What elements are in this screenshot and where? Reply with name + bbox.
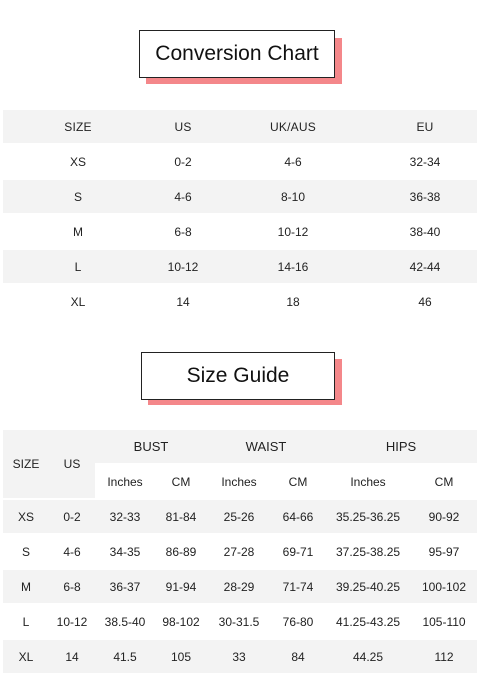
cell: 0-2 bbox=[49, 499, 95, 534]
cell: 0-2 bbox=[153, 144, 213, 179]
cell: 84 bbox=[271, 639, 325, 674]
cell: 10-12 bbox=[213, 214, 373, 249]
cell: 4-6 bbox=[153, 179, 213, 214]
cell: 90-92 bbox=[411, 499, 477, 534]
cell: 6-8 bbox=[49, 569, 95, 604]
header-size: SIZE bbox=[3, 110, 153, 144]
header-uk-aus: UK/AUS bbox=[213, 110, 373, 144]
cell: 86-89 bbox=[155, 534, 207, 569]
cell: M bbox=[3, 214, 153, 249]
size-guide-group-header-row bbox=[3, 430, 477, 464]
cell: 14 bbox=[49, 639, 95, 674]
cell: 100-102 bbox=[411, 569, 477, 604]
cell: S bbox=[3, 179, 153, 214]
table-row bbox=[3, 534, 477, 569]
size-guide-title: Size Guide bbox=[141, 352, 335, 400]
cell: 46 bbox=[373, 284, 477, 319]
conversion-header-row bbox=[3, 110, 477, 144]
cell: L bbox=[3, 249, 153, 284]
table-row bbox=[3, 284, 477, 319]
cell: 105 bbox=[155, 639, 207, 674]
cell: 37.25-38.25 bbox=[325, 534, 411, 569]
unit-waist-cm: CM bbox=[271, 464, 325, 499]
cell: 69-71 bbox=[271, 534, 325, 569]
conversion-table bbox=[3, 110, 477, 320]
cell: 14 bbox=[153, 284, 213, 319]
cell: XS bbox=[3, 499, 49, 534]
cell: 64-66 bbox=[271, 499, 325, 534]
cell: 44.25 bbox=[325, 639, 411, 674]
conversion-title: Conversion Chart bbox=[139, 30, 335, 78]
cell: 42-44 bbox=[373, 249, 477, 284]
cell: 27-28 bbox=[207, 534, 271, 569]
cell: 34-35 bbox=[95, 534, 155, 569]
cell: 38.5-40 bbox=[95, 604, 155, 639]
cell: 4-6 bbox=[49, 534, 95, 569]
header-us: US bbox=[153, 110, 213, 144]
cell: 36-38 bbox=[373, 179, 477, 214]
cell: 10-12 bbox=[49, 604, 95, 639]
cell: 32-34 bbox=[373, 144, 477, 179]
cell: 41.5 bbox=[95, 639, 155, 674]
header-bust: BUST bbox=[95, 430, 207, 464]
cell: XS bbox=[3, 144, 153, 179]
cell: M bbox=[3, 569, 49, 604]
table-row bbox=[3, 499, 477, 534]
cell: 35.25-36.25 bbox=[325, 499, 411, 534]
header-eu: EU bbox=[373, 110, 477, 144]
cell: S bbox=[3, 534, 49, 569]
cell: 41.25-43.25 bbox=[325, 604, 411, 639]
cell: 71-74 bbox=[271, 569, 325, 604]
unit-hips-cm: CM bbox=[411, 464, 477, 499]
cell: 28-29 bbox=[207, 569, 271, 604]
cell: 32-33 bbox=[95, 499, 155, 534]
cell: 91-94 bbox=[155, 569, 207, 604]
table-row bbox=[3, 639, 477, 674]
table-row bbox=[3, 569, 477, 604]
table-row bbox=[3, 604, 477, 639]
cell: XL bbox=[3, 639, 49, 674]
cell: 105-110 bbox=[411, 604, 477, 639]
size-guide-table bbox=[3, 430, 477, 675]
cell: 18 bbox=[213, 284, 373, 319]
cell: XL bbox=[3, 284, 153, 319]
cell: L bbox=[3, 604, 49, 639]
cell: 6-8 bbox=[153, 214, 213, 249]
unit-bust-inches: Inches bbox=[95, 464, 155, 499]
cell: 95-97 bbox=[411, 534, 477, 569]
header-size: SIZE bbox=[3, 430, 49, 499]
cell: 4-6 bbox=[213, 144, 373, 179]
table-row bbox=[3, 214, 477, 249]
cell: 14-16 bbox=[213, 249, 373, 284]
cell: 10-12 bbox=[153, 249, 213, 284]
cell: 98-102 bbox=[155, 604, 207, 639]
header-waist: WAIST bbox=[207, 430, 325, 464]
cell: 39.25-40.25 bbox=[325, 569, 411, 604]
cell: 25-26 bbox=[207, 499, 271, 534]
cell: 36-37 bbox=[95, 569, 155, 604]
cell: 38-40 bbox=[373, 214, 477, 249]
table-row bbox=[3, 249, 477, 284]
table-row bbox=[3, 179, 477, 214]
cell: 8-10 bbox=[213, 179, 373, 214]
unit-bust-cm: CM bbox=[155, 464, 207, 499]
cell: 81-84 bbox=[155, 499, 207, 534]
header-hips: HIPS bbox=[325, 430, 477, 464]
unit-hips-inches: Inches bbox=[325, 464, 411, 499]
table-row bbox=[3, 144, 477, 179]
cell: 30-31.5 bbox=[207, 604, 271, 639]
unit-waist-inches: Inches bbox=[207, 464, 271, 499]
cell: 33 bbox=[207, 639, 271, 674]
cell: 112 bbox=[411, 639, 477, 674]
header-us: US bbox=[49, 430, 95, 499]
cell: 76-80 bbox=[271, 604, 325, 639]
